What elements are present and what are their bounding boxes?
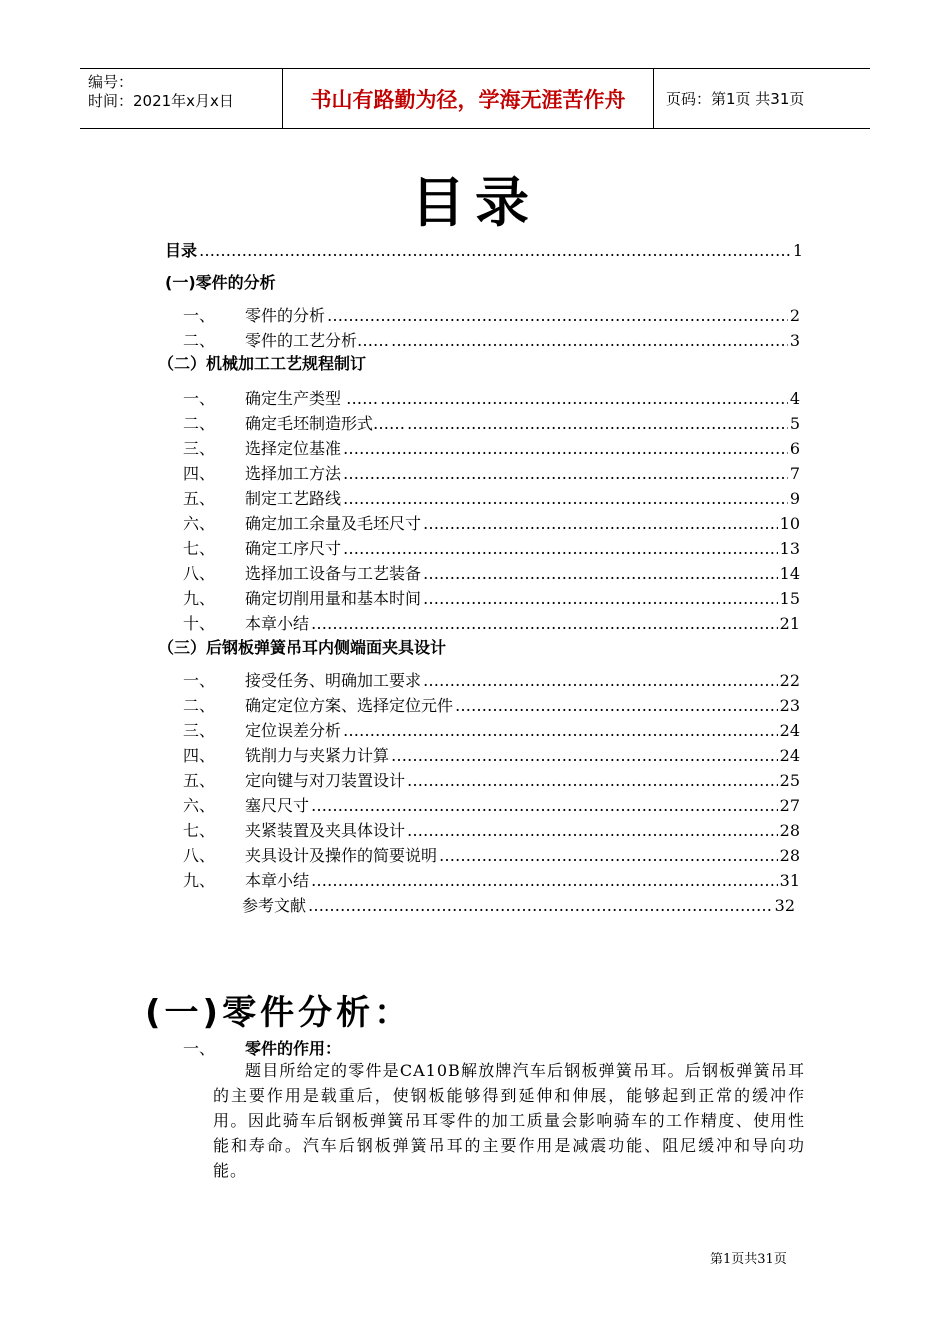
toc-page-number: 21 (779, 614, 800, 633)
section-heading: (一)零件分析： (145, 993, 413, 1033)
toc-entry-number: 一、 (183, 389, 216, 408)
toc-leader (343, 464, 788, 484)
toc-entry-number: 八、 (183, 564, 216, 583)
toc-entry-text: 塞尺尺寸 (245, 796, 310, 815)
toc-entry-text: 选择加工方法 (245, 464, 342, 483)
toc-entry[interactable] (183, 389, 800, 409)
toc-entry[interactable] (183, 871, 800, 891)
toc-entry-text: 确定生产类型 …… (245, 389, 379, 408)
toc-page-number: 22 (779, 671, 800, 690)
toc-entry[interactable] (183, 796, 800, 816)
toc-page-number: 25 (779, 771, 800, 790)
toc-entry-text: 本章小结 (245, 614, 310, 633)
toc-page-number: 6 (789, 439, 800, 458)
header-page: 页码：第1页 共31页 (666, 90, 805, 108)
toc-entry-number: 一、 (183, 671, 216, 690)
toc-entry-text: 接受任务、明确加工要求 (245, 671, 422, 690)
number-label: 编号： (88, 73, 134, 91)
toc-entry-number: 四、 (183, 464, 216, 483)
toc-leader (455, 696, 778, 716)
toc-page-number: 24 (779, 746, 800, 765)
toc-page-number: 31 (779, 871, 800, 890)
toc-page-number: 2 (789, 306, 800, 325)
toc-entry-text: 夹紧装置及夹具体设计 (245, 821, 406, 840)
toc-entry-text: 确定毛坯制造形式…… (245, 414, 406, 433)
toc-entry[interactable] (183, 746, 800, 766)
toc-entry-text: 零件的分析 (245, 306, 326, 325)
toc-entry-number: 二、 (183, 331, 216, 350)
toc-leader (311, 871, 778, 891)
toc-section-title[interactable]: （三）后钢板弹簧吊耳内侧端面夹具设计 (158, 638, 447, 657)
toc-entry-text: 确定加工余量及毛坯尺寸 (245, 514, 422, 533)
toc-leader (343, 539, 778, 559)
toc-entry-number: 四、 (183, 746, 216, 765)
toc-entry[interactable] (183, 771, 800, 791)
toc-entry-number: 二、 (183, 696, 216, 715)
toc-entry[interactable] (242, 896, 795, 916)
toc-page-number: 32 (774, 896, 795, 915)
toc-entry[interactable] (183, 539, 800, 559)
toc-page-number: 13 (779, 539, 800, 558)
toc-page-number: 3 (789, 331, 800, 350)
toc-entry[interactable] (183, 564, 800, 584)
sub-heading-number: 一、 (183, 1039, 216, 1058)
toc-page-number: 28 (779, 821, 800, 840)
toc-entry[interactable] (183, 696, 800, 716)
toc-leader (311, 796, 778, 816)
toc-leader (343, 439, 788, 459)
toc-entry[interactable] (183, 846, 800, 866)
toc-leader (391, 331, 788, 351)
toc-entry-number: 八、 (183, 846, 216, 865)
toc-entry-text: 铣削力与夹紧力计算 (245, 746, 390, 765)
toc-leader (343, 721, 778, 741)
toc-entry[interactable] (183, 331, 800, 351)
toc-entry-text: 选择定位基准 (245, 439, 342, 458)
sub-heading-title: 零件的作用： (245, 1039, 342, 1058)
toc-leader (311, 614, 778, 634)
toc-entry[interactable] (183, 306, 800, 326)
toc-entry[interactable] (183, 439, 800, 459)
toc-entry-text: 确定切削用量和基本时间 (245, 589, 422, 608)
toc-page-number: 23 (779, 696, 800, 715)
toc-page-number: 10 (779, 514, 800, 533)
page-title: 目录 (411, 171, 539, 234)
toc-entry-number: 九、 (183, 871, 216, 890)
toc-leader (423, 589, 778, 609)
toc-entry[interactable] (183, 721, 800, 741)
toc-entry[interactable] (183, 514, 800, 534)
toc-entry[interactable] (183, 821, 800, 841)
toc-entry-number: 三、 (183, 721, 216, 740)
toc-page-number: 15 (779, 589, 800, 608)
toc-entry-number: 五、 (183, 771, 216, 790)
toc-entry-text: 选择加工设备与工艺装备 (245, 564, 422, 583)
toc-leader (423, 514, 778, 534)
toc-entry-text: 确定定位方案、选择定位元件 (245, 696, 454, 715)
header-motto: 书山有路勤为径，学海无涯苦作舟 (282, 69, 654, 128)
toc-entry-number: 三、 (183, 439, 216, 458)
toc-section-title[interactable]: （二）机械加工工艺规程制订 (158, 354, 367, 373)
toc-page-number: 4 (789, 389, 800, 408)
toc-entry-number: 九、 (183, 589, 216, 608)
toc-entry-text: 本章小结 (245, 871, 310, 890)
toc-entry-number: 七、 (183, 821, 216, 840)
body-paragraph: 题目所给定的零件是CA10B解放牌汽车后钢板弹簧吊耳。后钢板弹簧吊耳的主要作用是载重后，使钢板能够得到延伸和伸展，能够起到正常的缓冲作用。因此骑车后钢板弹簧吊耳零件的加工质量会影响骑车的工作精度、使用性能和寿命。汽车后钢板弹簧吊耳的主要作用是减震功能、阻尼缓冲和导向功能。 (213, 1061, 805, 1180)
toc-entry-number: 十、 (183, 614, 216, 633)
header-info (80, 69, 282, 128)
toc-leader (439, 846, 778, 866)
toc-entry-text: 定向键与对刀装置设计 (245, 771, 406, 790)
sub-heading (183, 1036, 341, 1059)
toc-entry-number: 一、 (183, 306, 216, 325)
toc-entry[interactable] (183, 414, 800, 434)
toc-leader (407, 821, 778, 841)
toc-leader (343, 489, 788, 509)
toc-entry-text: 零件的工艺分析…… (245, 331, 390, 350)
toc-leader (407, 414, 788, 434)
toc-leader (380, 389, 788, 409)
toc-page-number: 14 (779, 564, 800, 583)
toc-entry-number: 二、 (183, 414, 216, 433)
toc-entry-text: 制定工艺路线 (245, 489, 342, 508)
toc-entry-number: 六、 (183, 796, 216, 815)
toc-leader (407, 771, 778, 791)
toc-entry[interactable] (183, 589, 800, 609)
toc-entry-number: 七、 (183, 539, 216, 558)
toc-leader (308, 896, 773, 916)
toc-page-number: 1 (792, 241, 803, 260)
toc-page-number: 5 (789, 414, 800, 433)
toc-entry-text: 目录 (165, 241, 198, 260)
toc-page-number: 7 (789, 464, 800, 483)
toc-entry[interactable] (183, 671, 800, 691)
toc-entry[interactable] (183, 464, 800, 484)
toc-leader (391, 746, 778, 766)
toc-entry[interactable] (183, 489, 800, 509)
toc-page-number: 28 (779, 846, 800, 865)
toc-page-number: 24 (779, 721, 800, 740)
toc-entry-text: 定位误差分析 (245, 721, 342, 740)
toc-page-number: 9 (789, 489, 800, 508)
toc-entry-top[interactable] (165, 241, 803, 261)
toc-entry-text: 参考文献 (242, 896, 307, 915)
toc-entry-text: 夹具设计及操作的简要说明 (245, 846, 438, 865)
page-footer: 第1页共31页 (710, 1252, 787, 1267)
toc-entry-number: 六、 (183, 514, 216, 533)
toc-leader (327, 306, 788, 326)
toc-leader (423, 671, 778, 691)
header-table (80, 68, 870, 129)
time-label: 时间：2021年x月x日 (88, 92, 234, 110)
toc-page-number: 27 (779, 796, 800, 815)
toc-leader (199, 241, 791, 261)
toc-entry-text: 确定工序尺寸 (245, 539, 342, 558)
toc-entry[interactable] (183, 614, 800, 634)
toc-section-title[interactable]: (一)零件的分析 (165, 273, 276, 292)
toc-entry-number: 五、 (183, 489, 216, 508)
toc-leader (423, 564, 778, 584)
